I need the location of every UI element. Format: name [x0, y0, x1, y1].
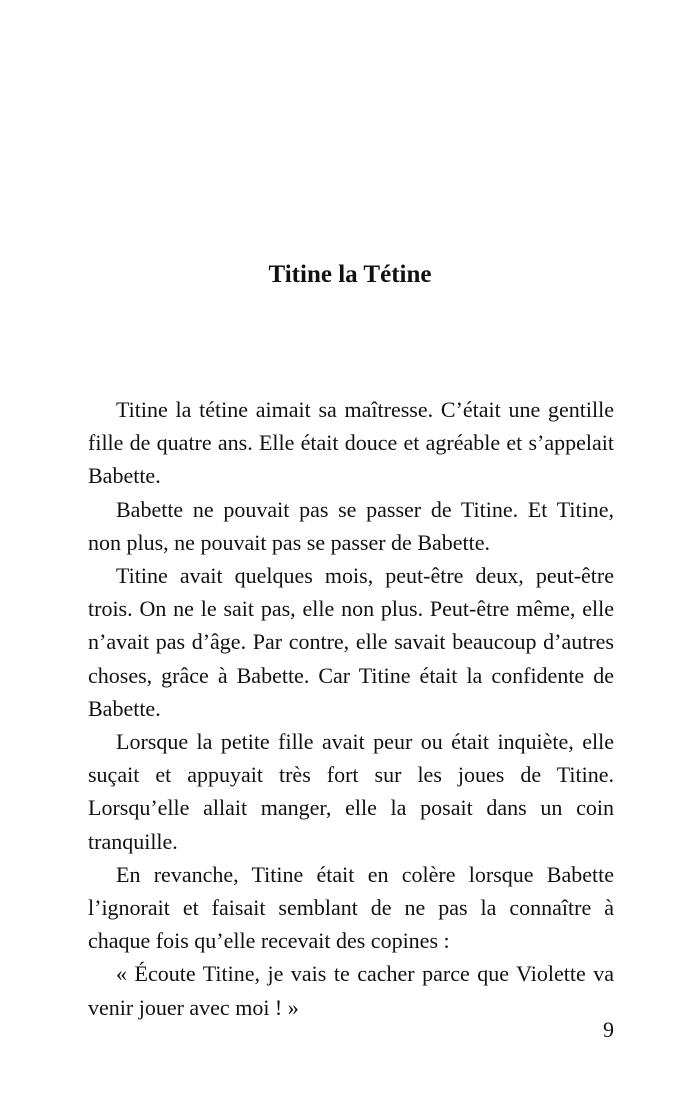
- body-text: [88, 393, 614, 1024]
- paragraph: Babette ne pouvait pas se passer de Titine. Et Titine, non plus, ne pouvait pas se passer de Babette.: [88, 496, 614, 555]
- paragraph: En revanche, Titine était en colère lorsque Babette l’ignorait et faisait semblant de ne pas la connaître à chaque fois qu’elle recevait des copines :: [88, 861, 614, 954]
- page-number: 9: [603, 1017, 614, 1042]
- chapter-title: Titine la Tétine: [268, 261, 432, 288]
- paragraph: « Écoute Titine, je vais te cacher parce que Violette va venir jouer avec moi ! »: [88, 961, 614, 1020]
- paragraph: Lorsque la petite fille avait peur ou était inquiète, elle suçait et appuyait très fort sur les joues de Titine. Lorsqu’elle allait manger, elle la posait dans un coin tranquille.: [88, 729, 614, 854]
- paragraph: Titine avait quelques mois, peut-être deux, peut-être trois. On ne le sait pas, elle non plus. Peut-être même, elle n’avait pas d’âge. Par contre, elle savait beaucoup d’autres choses, grâce à Babette. Car Titine était la confidente de Babette.: [88, 563, 614, 721]
- paragraph: Titine la tétine aimait sa maîtresse. C’était une gentille fille de quatre ans. Elle était douce et agréable et s’appelait Babette.: [88, 397, 614, 489]
